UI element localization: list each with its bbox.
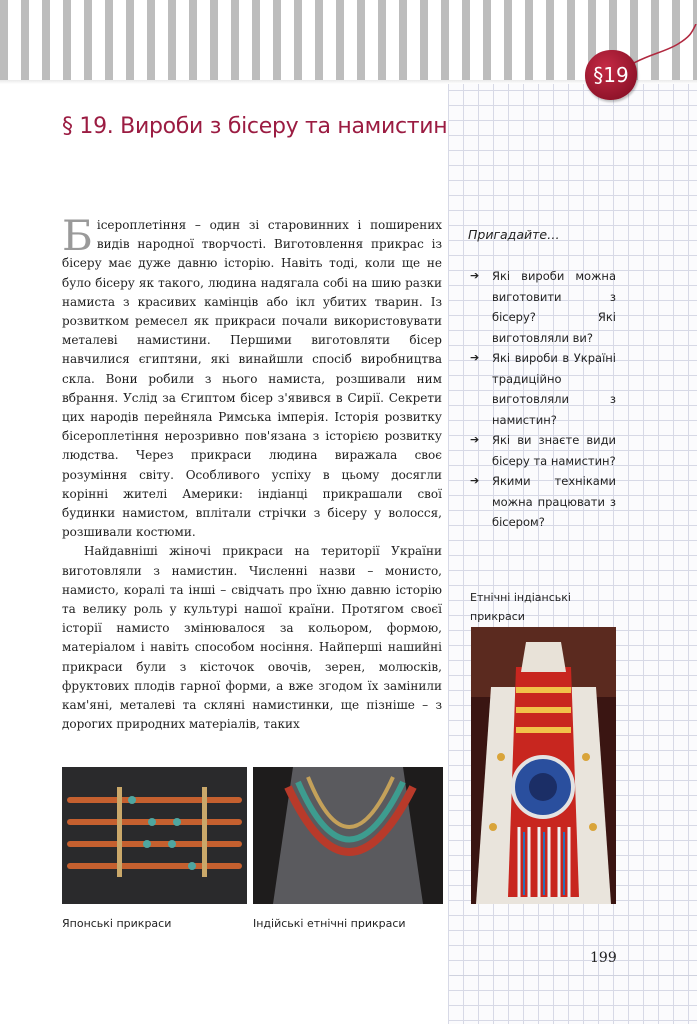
arrow-icon: ➔	[470, 433, 480, 446]
caption-japanese: Японські прикраси	[62, 917, 172, 930]
photo-indian-jewelry	[253, 767, 443, 904]
section-badge: §19	[585, 50, 637, 100]
bottom-divider	[450, 975, 697, 976]
caption-indian: Етнічні індіанські прикраси	[470, 591, 571, 623]
arrow-icon: ➔	[470, 351, 480, 364]
arrow-icon: ➔	[470, 269, 480, 282]
photo-indian-ethnic-jewelry	[471, 627, 616, 904]
question-item: ➔ Якими техніками можна працювати з бісером?	[470, 471, 616, 533]
question-item: ➔ Які ви знаєте види бісеру та намистин?	[470, 430, 616, 471]
paragraph-1-text: ісероплетіння – один зі старовинних і поширених видів народної творчості. Виготовлення прикрас із бісеру має дуже давню історію. Навіть тоді, коли ще не було бісеру як такого, людина надягала собі на шию разки намиста з красивих камінців або ікл убитих тварин. Із розвитком ремесел як прикраси почали використовувати металеві намистини. Першими виготовляти бісер навчилися єгиптяни, які винайшли спосіб виробництва скла. Вони робили з нього намиста, розшивали ним вбрання. Услід за Єгиптом бісер з'явився в Сирії. Секрети цих народів перейняла Римська імперія. Історія розвитку бісероплетіння нерозривно пов'язана з історією розвитку людства. Через прикраси людина виражала своє розуміння світу. Особливого успіху в цьому досягли корінні жителі Америки: індіанці прикрашали свої будинки намистом, вплітали стрічки з бісеру у волосся, розшивали костюми.	[62, 218, 442, 540]
paragraph-2: Найдавніші жіночі прикраси на території України виготовляли з намистин. Численні назви – монисто, намисто, коралі та інші – свідчать про їхню давню історію та велику роль у культурі нашої країни. Протягом своєї історії намисто змінювалося за кольором, формою, матеріалом і навіть способом носіння. Найперші нашийні прикраси були з кісточок овочів, зерен, молюсків, фруктових плодів гарної форми, а вже згодом їх замінили кам'яні, металеві та скляні намистинки, ще пізніше – з дорогих природних матеріалів, таких	[62, 544, 442, 732]
question-item: ➔ Які вироби в Україні традиційно виготовляли з намистин?	[470, 348, 616, 430]
dropcap: Б	[62, 211, 93, 260]
main-text	[62, 211, 442, 734]
page-number: 199	[590, 950, 617, 966]
arrow-icon: ➔	[470, 474, 480, 487]
badge-thread-decoration	[630, 24, 697, 74]
paragraph-1	[62, 211, 442, 542]
question-list	[470, 266, 616, 533]
sidebar-heading: Пригадайте…	[468, 227, 560, 242]
question-item: ➔ Які вироби можна виготовити з бісеру? Які виготовляли ви?	[470, 266, 616, 348]
photo-japanese-jewelry	[62, 767, 247, 904]
page-title: § 19. Вироби з бісеру та намистин	[62, 114, 448, 139]
caption-ethnic: Індійські етнічні прикраси	[253, 917, 406, 930]
